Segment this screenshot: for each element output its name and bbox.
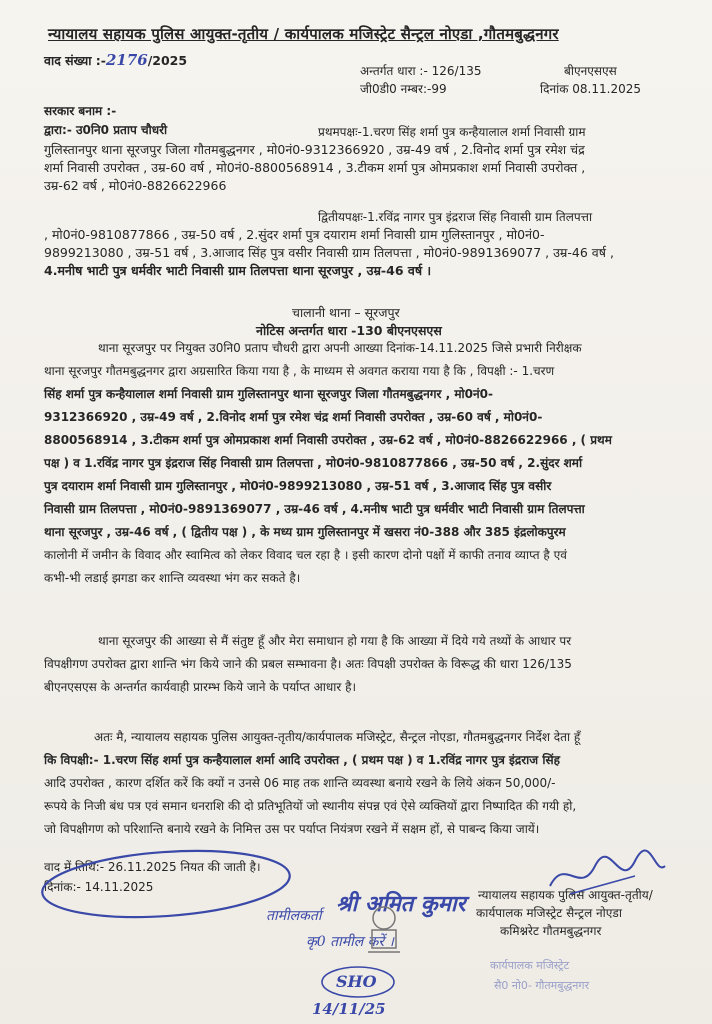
paragraph-3 [44, 726, 670, 841]
section-ref: अन्तर्गत धारा :- 126/135 [360, 64, 482, 78]
signatory-line-3: कमिश्नरेट गौतमबुद्धनगर [500, 924, 602, 938]
challani-thana: चालानी थाना – सूरजपुर [292, 305, 400, 320]
para1-line: सिंह शर्मा पुत्र कन्हैयालाल शर्मा निवासी ग्राम गुलिस्तानपुर थाना सूरजपुर जिला गौतमबुद्धनगर , मो0नं0- [44, 387, 493, 401]
serve-instruction: कृ0 तामील करें । [306, 934, 394, 950]
paragraph-2 [44, 630, 670, 699]
notice-section: नोटिस अन्तर्गत धारा -130 बीएनएसएस [256, 323, 442, 338]
ink-oval-mark [36, 842, 296, 922]
para1-line: 9312366920 , उम्र-49 वर्ष , 2.विनोद शर्मा पुत्र रमेश चंद्र शर्मा निवासी उपरोक्त , उम्र-60 वर्ष , मो0नं0- [44, 410, 543, 424]
para3-line: जो विपक्षीगण को परिशान्ति बनाये रखने के निमित्त उस पर पर्याप्त नियंत्रण रखने में सक्षम हों, से पाबन्द किया जायें। [44, 822, 540, 836]
second-party-line-2: , मो0नं0-9810877866 , उम्र-50 वर्ष , 2.सुंदर शर्मा पुत्र दयाराम शर्मा निवासी ग्राम गुलिस्तानपुर , मो0नं0- [44, 227, 545, 242]
tameelkarta-label: तामीलकर्ता [266, 908, 322, 924]
sho-mark: SHO [336, 972, 377, 991]
order-date: दिनांक:- 14.11.2025 [44, 880, 154, 894]
header-date: दिनांक 08.11.2025 [540, 82, 641, 96]
first-party-line-3: शर्मा निवासी उपरोक्त , उम्र-60 वर्ष , मो0नं0-8800568914 , 3.टीकम शर्मा पुत्र ओमप्रकाश शर्मा निवासी उपरोक्त , [44, 160, 586, 175]
emblem-icon [358, 900, 410, 960]
second-party-line-1: द्वितीयपक्षः-1.रविंद्र नागर पुत्र इंद्रराज सिंह निवासी ग्राम तिलपत्ता [318, 210, 593, 224]
court-title: न्यायालय सहायक पुलिस आयुक्त-तृतीय / कार्यपालक मजिस्ट्रेट सैन्ट्रल नोएडा ,गौतमबुद्धनगर [48, 25, 559, 43]
second-party-line-4: 4.मनीष भाटी पुत्र धर्मवीर भाटी निवासी ग्राम तिलपत्ता थाना सूरजपुर , उम्र-46 वर्ष । [44, 263, 432, 278]
handwritten-officer-name: श्री अमित कुमार [336, 891, 466, 917]
gd-number: जी0डी0 नम्बर:-99 [360, 82, 447, 96]
para3-line: रूपये के निजी बंध पत्र एवं समान धनराशि की दो प्रतिभूतियों जो स्थानीय संपन्न एवं ऐसे व्यक्तियों द्वारा निष्पादित की गयी हो, [44, 799, 577, 813]
signatory-line-1: न्यायालय सहायक पुलिस आयुक्त-तृतीय/ [478, 888, 653, 902]
para3-line: अतः मै, न्यायालय सहायक पुलिस आयुक्त-तृतीय/कार्यपालक मजिस्ट्रेट, सैन्ट्रल नोएडा, गौतमबुद्धनगर निर्देश देता हूँ [94, 730, 581, 744]
case-label: वाद संख्या :- [44, 53, 106, 68]
next-hearing-date: वाद में तिथि:- 26.11.2025 नियत की जाती है। [44, 860, 261, 874]
para1-line: 8800568914 , 3.टीकम शर्मा पुत्र ओमप्रकाश शर्मा निवासी उपरोक्त , उम्र-62 वर्ष , मो0नं0-8826622966 , ( प्रथम [44, 433, 612, 447]
sho-oval [318, 962, 398, 1002]
act-name: बीएनएसएस [564, 64, 617, 78]
stamp-line-2: सै0 नो0- गौतमबुद्धनगर [494, 979, 590, 992]
para3-line: आदि उपरोक्त , कारण दर्शित करें कि क्यों न उनसे 06 माह तक शान्ति व्यवस्था बनाये रखने के लिये अंकन 50,000/- [44, 776, 556, 790]
para1-line: निवासी ग्राम तिलपत्ता , मो0नं0-9891369077 , उम्र-46 वर्ष , 4.मनीष भाटी पुत्र धर्मवीर भाटी निवासी ग्राम तिलपत्ता [44, 502, 585, 516]
para1-line: पुत्र दयाराम शर्मा निवासी ग्राम गुलिस्तानपुर , मो0नं0-9899213080 , उम्र-51 वर्ष , 3.आजाद सिंह पुत्र वसीर [44, 479, 552, 493]
case-year: /2025 [147, 53, 188, 68]
first-party-line-1: प्रथमपक्षः-1.चरण सिंह शर्मा पुत्र कन्हैयालाल शर्मा निवासी ग्राम [318, 125, 586, 139]
para1-line: कभी-भी लडाई झगडा कर शान्ति व्यवस्था भंग कर सकते है। [44, 571, 301, 585]
first-party-line-4: उम्र-62 वर्ष , मो0नं0-8826622966 [44, 178, 227, 193]
para3-line: कि विपक्षी:- 1.चरण सिंह शर्मा पुत्र कन्हैयालाल शर्मा आदि उपरोक्त , ( प्रथम पक्ष ) व 1.रविंद्र नागर पुत्र इंद्रराज सिंह [44, 753, 560, 767]
para1-line: कालोनी में जमीन के विवाद और स्वामित्व को लेकर विवाद चल रहा है । इसी कारण दोनो पक्षों में काफी तनाव व्याप्त है एवं [44, 548, 567, 562]
paragraph-1 [44, 337, 670, 590]
case-number-handwritten: 2176 [105, 51, 148, 69]
second-party-line-3: 9899213080 , उम्र-51 वर्ष , 3.आजाद सिंह पुत्र वसीर निवासी ग्राम तिलपत्ता , मो0नं0-9891369077 , उम्र-46 वर्ष , [44, 245, 614, 260]
para1-line: थाना सूरजपुर गौतमबुद्धनगर द्वारा अग्रसारित किया गया है , के माध्यम से अवगत कराया गया है कि , विपक्षी :- 1.चरण [44, 364, 555, 378]
sarkar-banam: सरकार बनाम :- [44, 104, 117, 118]
para2-line: थाना सूरजपुर की आख्या से मैं संतुष्ट हूँ और मेरा समाधान हो गया है कि आख्या में दिये गये तथ्यों के आधार पर [98, 634, 572, 648]
para2-line: बीएनएसएस के अन्तर्गत कार्यवाही प्रारम्भ किये जाने के पर्याप्त आधार है। [44, 680, 357, 694]
stamp-line-1: कार्यपालक मजिस्ट्रेट [490, 959, 570, 972]
para1-line: पक्ष ) व 1.रविंद्र नागर पुत्र इंद्रराज सिंह निवासी ग्राम तिलपत्ता , मो0नं0-9810877866 , उम्र-50 वर्ष , 2.सुंदर शर्मा [44, 456, 583, 470]
para2-line: विपक्षीगण उपरोक्त द्वारा शान्ति भंग किये जाने की प्रबल सम्भावना है। अतः विपक्षी उपरोक्त के विरूद्ध की धारा 126/135 [44, 657, 572, 671]
para1-line: थाना सूरजपुर , उम्र-46 वर्ष , ( द्वितीय पक्ष ) , के मध्य ग्राम गुलिस्तानपुर में खसरा नं0-388 और 385 इंद्रलोकपुरम [44, 525, 566, 539]
first-party-line-2: गुलिस्तानपुर थाना सूरजपुर जिला गौतमबुद्धनगर , मो0नं0-9312366920 , उम्र-49 वर्ष , 2.विनोद शर्मा पुत्र रमेश चंद्र [44, 142, 585, 157]
signature-scribble [540, 846, 670, 906]
para1-line: थाना सूरजपुर पर नियुक्त उ0नि0 प्रताप चौधरी द्वारा अपनी आख्या दिनांक-14.11.2025 जिसे प्रभारी निरीक्षक [98, 341, 582, 355]
through-officer: द्वारा:- उ0नि0 प्रताप चौधरी [44, 123, 168, 137]
signatory-line-2: कार्यपालक मजिस्ट्रेट सैन्ट्रल नोएडा [476, 906, 622, 920]
case-number-row [44, 51, 187, 69]
sho-date: 14/11/25 [312, 1000, 386, 1018]
